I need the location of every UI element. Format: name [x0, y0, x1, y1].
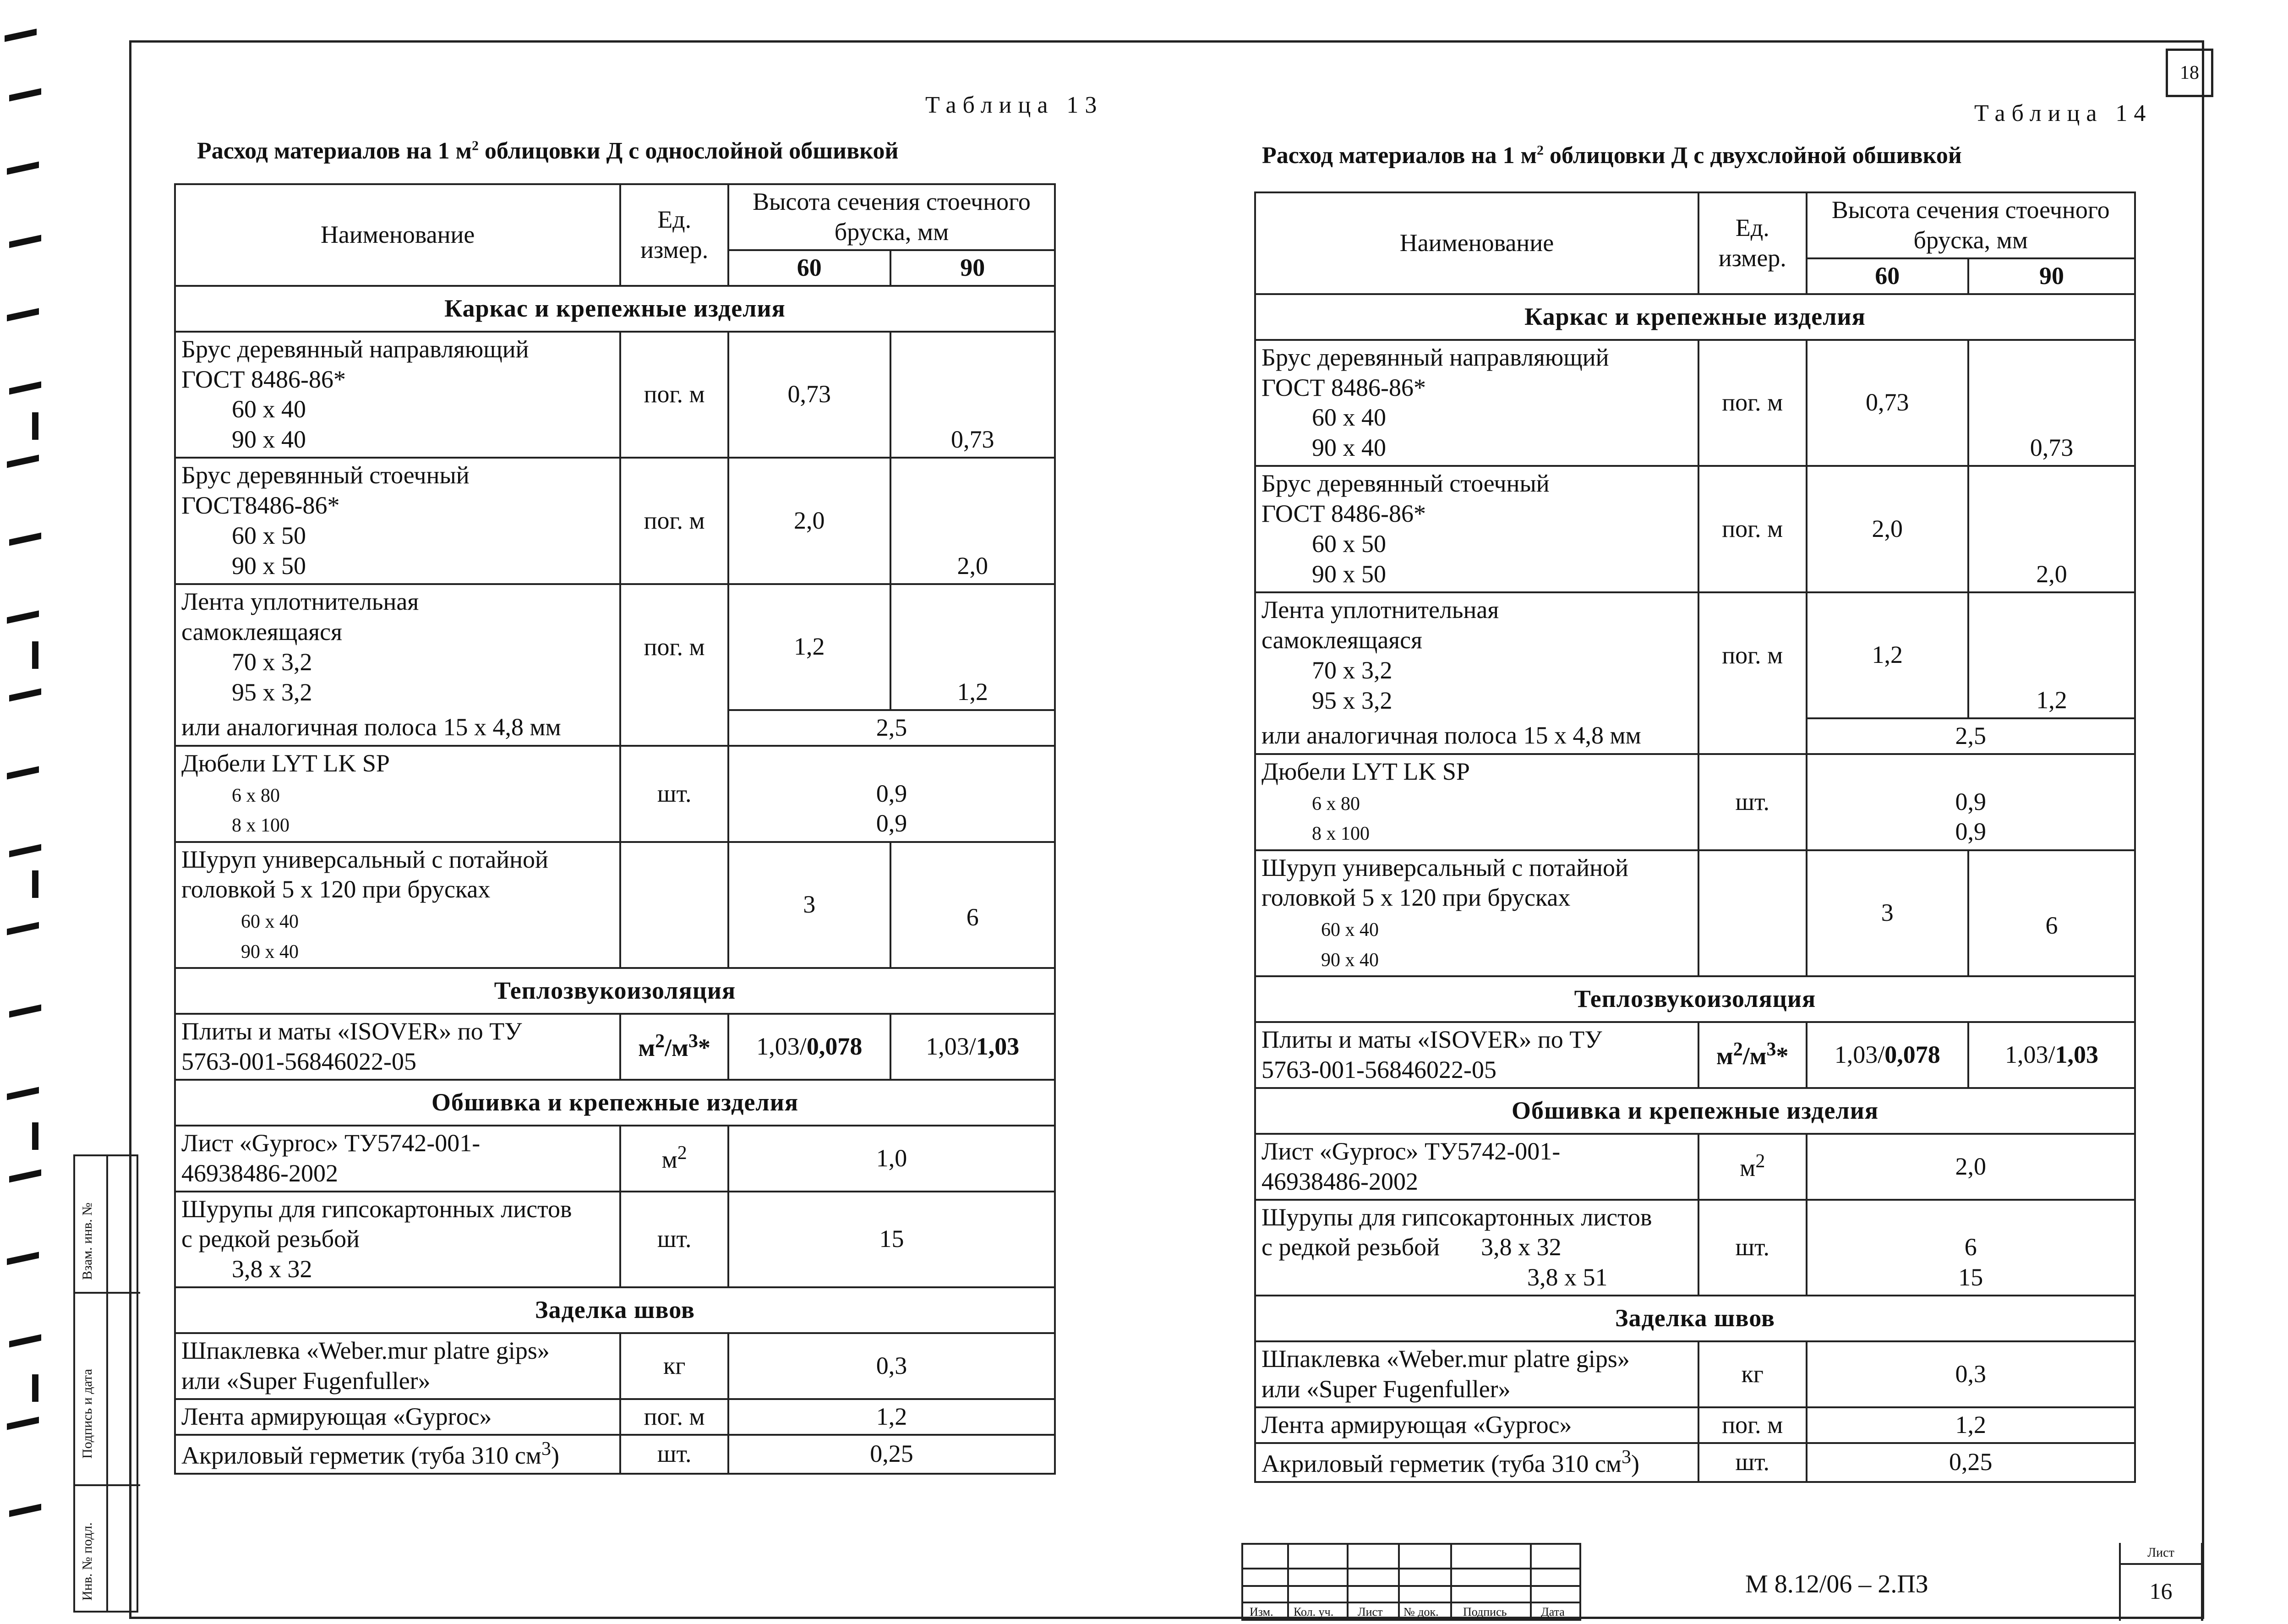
section-title: Теплозвукоизоляция — [175, 968, 1055, 1014]
row-name: Брус деревянный направляющий ГОСТ 8486-86* 60 х 40 90 х 40 — [175, 332, 620, 458]
binding-mark — [9, 844, 41, 858]
row-unit: пог. м — [620, 458, 728, 584]
table-label: Таблица 14 — [1974, 100, 2152, 126]
row-unit: пог. м — [1698, 466, 1807, 592]
row-unit: $м^2/м^3*$ — [1698, 1022, 1807, 1088]
row-unit: шт. — [620, 1192, 728, 1288]
row-unit: шт. — [620, 746, 728, 842]
row-name: Лента уплотнительная самоклеящаяся 70 х 3,2 95 х 3,2 — [1255, 592, 1698, 718]
row-value-both: 0,3 — [728, 1333, 1055, 1399]
row-name: Лента уплотнительная самоклеящаяся 70 х 3,2 95 х 3,2 — [175, 584, 620, 710]
header-height: Высота сечения стоечного бруска, мм — [728, 184, 1055, 250]
row-name: Дюбели LYT LK SP 6 х 80 8 х 100 — [175, 746, 620, 842]
binding-mark — [9, 235, 41, 248]
row-value-90: 0,73 — [890, 332, 1055, 458]
section-title: Заделка швов — [175, 1287, 1055, 1333]
binding-edge — [0, 0, 60, 1624]
side-stamp-label: Инв. № подл. — [80, 1522, 95, 1601]
section-title: Теплозвукоизоляция — [1255, 976, 2135, 1022]
row-unit: шт. — [1698, 754, 1807, 850]
header-height: Высота сечения стоечного бруска, мм — [1807, 192, 2135, 258]
row-name: Акриловый герметик (туба 310 $см^3$) — [1255, 1443, 1698, 1482]
side-stamp-label: Подпись и дата — [80, 1369, 95, 1459]
row-value-90: 6 — [890, 842, 1055, 968]
row-name: Дюбели LYT LK SP 6 х 80 8 х 100 — [1255, 754, 1698, 850]
row-value-both: 2,5 — [1807, 718, 2135, 754]
row-value-both: 2,5 — [728, 710, 1055, 746]
binding-mark — [7, 766, 39, 780]
section-title: Заделка швов — [1255, 1296, 2135, 1341]
row-name: или аналогичная полоса 15 х 4,8 мм — [175, 710, 620, 746]
row-value-60: 2,0 — [1807, 466, 1968, 592]
grid-line — [2121, 1563, 2201, 1565]
row-unit: $м^2$ — [620, 1126, 728, 1192]
section-title: Обшивка и крепежные изделия — [1255, 1088, 2135, 1134]
row-unit — [1698, 850, 1807, 977]
row-name: Брус деревянный стоечный ГОСТ 8486-86* 60 х 50 90 х 50 — [1255, 466, 1698, 592]
row-name: или аналогичная полоса 15 х 4,8 мм — [1255, 718, 1698, 754]
binding-mark — [7, 1417, 39, 1430]
row-name: Лист «Gyproc» ТУ5742-001- 46938486-2002 — [1255, 1134, 1698, 1200]
row-unit: шт. — [620, 1435, 728, 1474]
grid-line — [1243, 1585, 1579, 1587]
row-name: Брус деревянный направляющий ГОСТ 8486-86* 60 х 40 90 х 40 — [1255, 340, 1698, 466]
section-title: Каркас и крепежные изделия — [175, 286, 1055, 332]
binding-mark — [9, 1504, 41, 1517]
row-unit: пог. м — [1698, 1407, 1807, 1443]
row-unit: шт. — [1698, 1443, 1807, 1482]
grid-line — [1398, 1545, 1400, 1619]
row-value-90: 1,03/1,03 — [1968, 1022, 2135, 1088]
binding-mark — [7, 308, 39, 322]
binding-mark — [32, 641, 38, 669]
row-value-60: 3 — [728, 842, 890, 968]
header-col-90: 90 — [890, 250, 1055, 286]
binding-mark — [9, 1334, 41, 1348]
row-value-both: 6 15 — [1807, 1200, 2135, 1296]
row-name: Акриловый герметик (туба 310 $см^3$) — [175, 1435, 620, 1474]
row-value-both: 1,0 — [728, 1126, 1055, 1192]
row-unit: пог. м — [1698, 592, 1807, 718]
row-unit — [620, 842, 728, 968]
header-name: Наименование — [175, 184, 620, 286]
title-block-col: Подпись — [1463, 1605, 1507, 1619]
row-value-both: 15 — [728, 1192, 1055, 1288]
row-unit: $м^2/м^3*$ — [620, 1014, 728, 1080]
sheet-label: Лист — [2147, 1546, 2174, 1560]
binding-mark — [7, 1087, 39, 1100]
row-value-60: 3 — [1807, 850, 1968, 977]
row-value-60: 0,73 — [1807, 340, 1968, 466]
row-value-60: 2,0 — [728, 458, 890, 584]
table-label: Таблица 13 — [925, 92, 1103, 118]
row-unit — [1698, 718, 1807, 754]
row-unit: пог. м — [620, 332, 728, 458]
header-col-60: 60 — [728, 250, 890, 286]
row-unit: пог. м — [1698, 340, 1807, 466]
sheet-number-cell — [2119, 1543, 2203, 1621]
row-value-both: 0,3 — [1807, 1341, 2135, 1407]
header-unit: Ед. измер. — [620, 184, 728, 286]
row-name: Плиты и маты «ISOVER» по ТУ 5763-001-56846022-05 — [1255, 1022, 1698, 1088]
row-value-both: 0,9 0,9 — [728, 746, 1055, 842]
row-value-both: 0,25 — [728, 1435, 1055, 1474]
grid-line — [1243, 1602, 1579, 1603]
table-title: Расход материалов на 1 $м^2$ облицовки Д с двухслойной обшивкой — [1262, 142, 1962, 169]
row-name: Лист «Gyproc» ТУ5742-001- 46938486-2002 — [175, 1126, 620, 1192]
row-unit: кг — [620, 1333, 728, 1399]
title-block-grid — [1241, 1543, 1581, 1621]
binding-mark — [7, 611, 39, 624]
row-value-both: 1,2 — [1807, 1407, 2135, 1443]
binding-mark — [9, 1170, 41, 1183]
row-value-90: 1,2 — [890, 584, 1055, 710]
binding-mark — [7, 1252, 39, 1265]
row-value-both: 0,9 0,9 — [1807, 754, 2135, 850]
binding-mark — [32, 1374, 38, 1402]
binding-mark — [32, 412, 38, 440]
row-name: Шурупы для гипсокартонных листов с редкой резьбой 3,8 х 32 — [175, 1192, 620, 1288]
row-value-60: 1,03/0,078 — [728, 1014, 890, 1080]
title-block-col: Дата — [1541, 1605, 1565, 1619]
title-block — [1241, 1543, 2203, 1621]
binding-mark — [9, 88, 41, 102]
binding-mark — [7, 162, 39, 175]
section-title: Обшивка и крепежные изделия — [175, 1080, 1055, 1126]
row-unit: шт. — [1698, 1200, 1807, 1296]
grid-line — [1450, 1545, 1452, 1619]
row-value-90: 1,2 — [1968, 592, 2135, 718]
binding-mark — [5, 29, 37, 42]
binding-mark — [9, 382, 41, 395]
row-name: Шуруп универсальный с потайной головкой 5 х 120 при брусках 60 х 40 90 х 40 — [175, 842, 620, 968]
row-name: Плиты и маты «ISOVER» по ТУ 5763-001-56846022-05 — [175, 1014, 620, 1080]
row-unit: пог. м — [620, 584, 728, 710]
side-stamp-label: Взам. инв. № — [80, 1202, 95, 1280]
row-value-90: 1,03/1,03 — [890, 1014, 1055, 1080]
row-value-60: 1,03/0,078 — [1807, 1022, 1968, 1088]
row-value-both: 2,0 — [1807, 1134, 2135, 1200]
materials-table-13 — [174, 183, 1056, 1475]
grid-line — [1530, 1545, 1532, 1619]
binding-mark — [7, 922, 39, 935]
title-block-col: Изм. — [1250, 1605, 1273, 1619]
binding-mark — [9, 1005, 41, 1018]
binding-mark — [32, 1122, 38, 1150]
binding-mark — [9, 689, 41, 702]
row-unit: пог. м — [620, 1399, 728, 1435]
binding-mark — [32, 870, 38, 898]
row-name: Лента армирующая «Gyproc» — [1255, 1407, 1698, 1443]
header-col-90: 90 — [1968, 258, 2135, 294]
materials-table-14 — [1254, 191, 2136, 1483]
row-name: Шпаклевка «Weber.mur platre gips» или «Super Fugenfuller» — [175, 1333, 620, 1399]
title-block-col: Кол. уч. — [1294, 1605, 1334, 1619]
row-value-90: 6 — [1968, 850, 2135, 977]
title-block-col: № док. — [1403, 1605, 1439, 1619]
grid-line — [1243, 1568, 1579, 1569]
row-unit: $м^2$ — [1698, 1134, 1807, 1200]
row-name: Брус деревянный стоечный ГОСТ8486-86* 60 х 50 90 х 50 — [175, 458, 620, 584]
side-stamp — [73, 1154, 138, 1613]
header-col-60: 60 — [1807, 258, 1968, 294]
row-name: Шпаклевка «Weber.mur platre gips» или «Super Fugenfuller» — [1255, 1341, 1698, 1407]
row-value-60: 1,2 — [1807, 592, 1968, 718]
corner-sheet-number: 18 — [2166, 49, 2213, 97]
sheet-number: 16 — [2149, 1578, 2173, 1604]
row-value-both: 0,25 — [1807, 1443, 2135, 1482]
row-name: Лента армирующая «Gyproc» — [175, 1399, 620, 1435]
binding-mark — [9, 533, 41, 546]
row-value-90: 2,0 — [1968, 466, 2135, 592]
binding-mark — [7, 455, 39, 468]
row-value-90: 2,0 — [890, 458, 1055, 584]
row-name: Шурупы для гипсокартонных листов с редкой резьбой 3,8 х 32 3,8 х 51 — [1255, 1200, 1698, 1296]
document-code: М 8.12/06 – 2.ПЗ — [1745, 1570, 1928, 1598]
row-unit — [620, 710, 728, 746]
header-unit: Ед. измер. — [1698, 192, 1807, 294]
grid-line — [1347, 1545, 1349, 1619]
header-name: Наименование — [1255, 192, 1698, 294]
row-value-60: 0,73 — [728, 332, 890, 458]
title-block-col: Лист — [1358, 1605, 1383, 1619]
row-value-60: 1,2 — [728, 584, 890, 710]
table-title: Расход материалов на 1 $м^2$ облицовки Д с однослойной обшивкой — [197, 138, 899, 164]
row-name: Шуруп универсальный с потайной головкой 5 х 120 при брусках 60 х 40 90 х 40 — [1255, 850, 1698, 977]
row-value-both: 1,2 — [728, 1399, 1055, 1435]
section-title: Каркас и крепежные изделия — [1255, 294, 2135, 340]
grid-line — [1287, 1545, 1289, 1619]
row-value-90: 0,73 — [1968, 340, 2135, 466]
row-unit: кг — [1698, 1341, 1807, 1407]
